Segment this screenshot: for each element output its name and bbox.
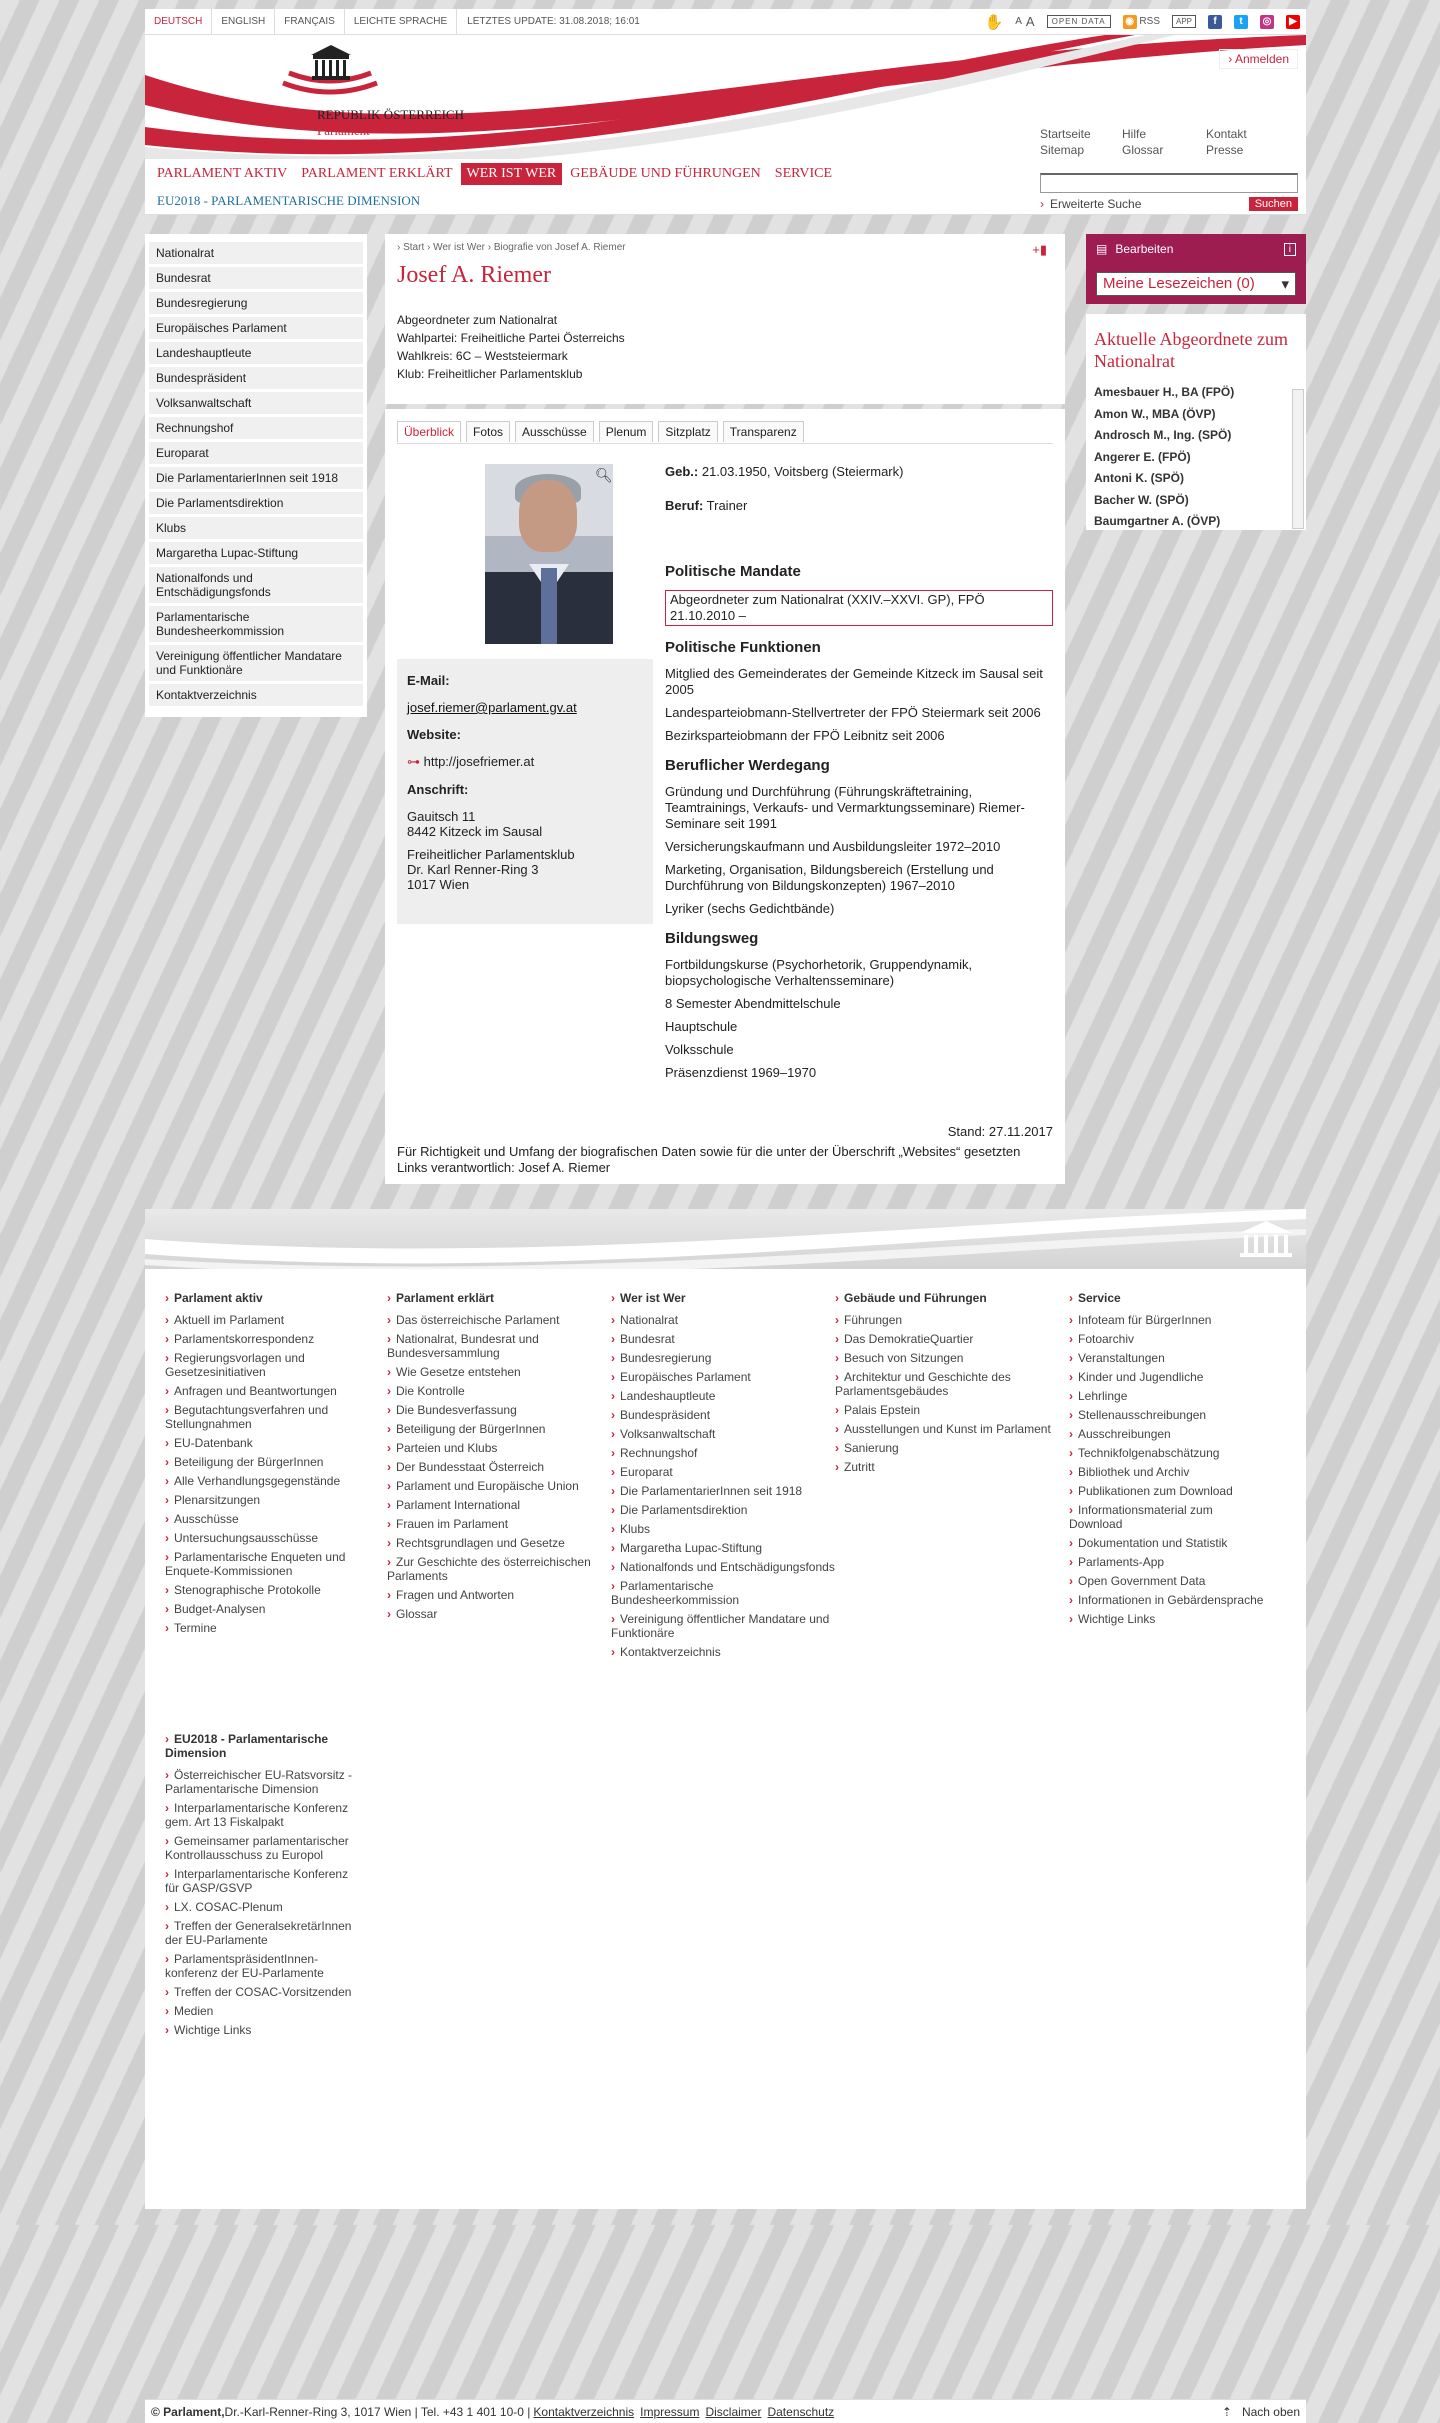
footer-link[interactable]: › Dokumentation und Statistik [1069,1536,1269,1550]
footer-link[interactable]: › Wichtige Links [165,2023,365,2037]
leftnav-item[interactable]: Margaretha Lupac-Stiftung [149,542,363,564]
job-value: Trainer [703,498,748,513]
person-district: Wahlkreis: 6C – Weststeiermark [397,349,568,363]
footer-link[interactable]: › Begutachtungsverfahren und Stellungnahmen [165,1403,387,1431]
info-icon[interactable]: i [1284,243,1296,256]
member-link[interactable]: Antoni K. (SPÖ) [1094,471,1184,485]
leftnav-item[interactable]: Europäisches Parlament [149,317,363,339]
footer-link[interactable]: › Kontaktverzeichnis [611,1645,835,1659]
footer-link[interactable]: › Informationen in Gebärdensprache [1069,1593,1269,1607]
last-update: LETZTES UPDATE: 31.08.2018; 16:01 [467,16,640,27]
lang-francais[interactable]: FRANÇAIS [275,9,345,35]
address-line: Gauitsch 11 [407,809,476,824]
footer-link[interactable]: › Fragen und Antworten [387,1588,611,1602]
footer-link[interactable]: › Der Bundesstaat Österreich [387,1460,611,1474]
current-members-title: Aktuelle Abgeordnete zum Nationalrat [1094,329,1288,371]
nav-parlament-aktiv[interactable]: PARLAMENT AKTIV [157,166,288,181]
twitter-icon[interactable]: t [1234,15,1248,29]
heading-funktionen: Politische Funktionen [665,639,821,656]
footer-link[interactable]: › Die Bundesverfassung [387,1403,611,1417]
leftnav-item[interactable]: Landeshauptleute [149,342,363,364]
footer-link[interactable]: › Anfragen und Beantwortungen [165,1384,387,1398]
beruf-item: Lyriker (sechs Gedichtbände) [665,901,835,916]
footer-address: Dr.-Karl-Renner-Ring 3, 1017 Wien | Tel. +43 1 401 10-0 | [224,2404,531,2419]
footer-link[interactable]: › Europäisches Parlament [611,1370,835,1384]
stand-date: Stand: 27.11.2017 [947,1124,1053,1139]
footer-link[interactable]: › Ausschreibungen [1069,1427,1269,1441]
tab-transparenz[interactable]: Transparenz [723,421,804,442]
tab-bar [397,421,1053,444]
person-club: Klub: Freiheitlicher Parlamentsklub [397,367,583,381]
edit-icon: ▤ [1096,242,1108,256]
funktion-item: Landesparteiobmann-Stellvertreter der FPÖ Steiermark seit 2006 [665,705,1041,720]
footer-link[interactable]: › Frauen im Parlament [387,1517,611,1531]
search-button[interactable]: Suchen [1249,197,1298,211]
footer-link[interactable]: › Informationsmaterial zum Download [1069,1503,1269,1531]
footer-link-disclaimer[interactable]: Disclaimer [705,2404,762,2419]
header [145,35,1306,159]
tab-plenum[interactable]: Plenum [599,421,654,442]
member-link[interactable]: Amesbauer H., BA (FPÖ) [1094,385,1235,399]
born-label: Geb.: [665,464,699,479]
footer-link[interactable]: › LX. COSAC-Plenum [165,1900,365,1914]
leftnav-item[interactable]: Parlamentarische Bundesheerkommission [149,606,363,642]
chevron-right-icon: › [1040,197,1044,211]
footer-link[interactable]: › Klubs [611,1522,835,1536]
member-link[interactable]: Amon W., MBA (ÖVP) [1094,406,1216,421]
bookmarks-value: Meine Lesezeichen (0) [1103,275,1255,292]
footer-link[interactable]: › Bundesregierung [611,1351,835,1365]
leftnav-item[interactable]: Bundesrat [149,267,363,289]
contact-box [397,659,653,924]
footer-link[interactable]: › Palais Epstein [835,1403,1069,1417]
website-link[interactable]: http://josefriemer.at [423,754,535,769]
footer-link-impressum[interactable]: Impressum [640,2404,700,2419]
leftnav-item[interactable]: Nationalrat [149,242,363,264]
footer-link[interactable]: › Ausschüsse [165,1512,387,1526]
footer-link[interactable]: › Das österreichische Parlament [387,1313,611,1327]
footer-link[interactable]: › Rechtsgrundlagen und Gesetze [387,1536,611,1550]
util-kontakt[interactable]: Kontakt [1206,127,1247,141]
footer-link[interactable]: › Infoteam für BürgerInnen [1069,1313,1269,1327]
biography-details [665,464,1053,1088]
footer-link[interactable]: › Technikfolgenabschätzung [1069,1446,1269,1460]
footer-column [387,1291,611,1664]
job-label: Beruf: [665,498,704,513]
responsibility-note: Für Richtigkeit und Umfang der biografischen Daten sowie für die unter der Überschrift „Websites“ gesetzten Links verantwortlich: Josef A. Riemer [397,1144,1021,1175]
parliament-building-icon [275,45,385,105]
footer-link[interactable]: › Parlamentarische Bundesheerkommission [611,1579,835,1607]
bildung-item: Volksschule [665,1042,734,1057]
left-sidebar [145,234,367,717]
footer-column [611,1291,835,1664]
portrait-photo[interactable] [485,464,613,644]
leftnav-item[interactable]: Klubs [149,517,363,539]
beruf-item: Marketing, Organisation, Bildungsbereich (Erstellung und Durchführung von Bildungskonzepten) 1967–2010 [665,862,994,893]
address-line: Freiheitlicher Parlamentsklub [407,847,575,862]
footer-bar [145,2399,1306,2423]
breadcrumb[interactable]: › Start › Wer ist Wer › Biografie von Josef A. Riemer [397,242,626,253]
footer-heading[interactable]: › Gebäude und Führungen [835,1291,1069,1305]
logo-line2: Parlament [317,123,370,138]
advanced-search-link[interactable]: Erweiterte Suche [1050,197,1142,211]
members-scrollbar[interactable] [1292,389,1304,529]
heading-bildung: Bildungsweg [665,930,759,947]
page [145,9,1306,2419]
copyright: © Parlament, [151,2404,225,2419]
util-glossar[interactable]: Glossar [1122,143,1164,157]
footer-link[interactable]: › Aktuell im Parlament [165,1313,387,1327]
footer-link[interactable]: › Parlament und Europäische Union [387,1479,611,1493]
footer-band [145,1209,1306,1269]
footer-link[interactable]: › Bundespräsident [611,1408,835,1422]
rss-label: RSS [1139,15,1160,27]
member-link[interactable]: Angerer E. (FPÖ) [1094,449,1191,464]
footer-column [1069,1291,1269,1664]
leftnav-item[interactable]: Volksanwaltschaft [149,392,363,414]
footer-column [835,1291,1069,1664]
footer-link[interactable]: › Interparlamentarische Konferenz gem. Art 13 Fiskalpakt [165,1801,365,1829]
footer-link[interactable]: › Glossar [387,1607,611,1621]
bildung-item: Fortbildungskurse (Psychorhetorik, Gruppendynamik, biopsychologische Verhaltensseminare) [665,957,973,988]
bildung-item: Präsenzdienst 1969–1970 [665,1065,817,1080]
footer-link[interactable]: › Regierungsvorlagen und Gesetzesinitiativen [165,1351,387,1379]
leftnav-item[interactable]: Rechnungshof [149,417,363,439]
util-sitemap[interactable]: Sitemap [1040,143,1085,157]
search-area [1040,173,1298,211]
logo-line1: REPUBLIK ÖSTERREICH [317,107,464,122]
leftnav-item[interactable]: Die Parlamentsdirektion [149,492,363,514]
heading-mandate: Politische Mandate [665,563,801,580]
footer-link[interactable]: › Die Kontrolle [387,1384,611,1398]
bookmarks-select[interactable] [1096,272,1296,296]
footer-link[interactable]: › Kinder und Jugendliche [1069,1370,1269,1384]
funktion-item: Bezirksparteiobmann der FPÖ Leibnitz seit 2006 [665,728,945,743]
email-label: E-Mail: [407,673,450,688]
footer-link[interactable]: › Sanierung [835,1441,1069,1455]
tab-sitzplatz[interactable]: Sitzplatz [658,421,717,442]
address-line: 8442 Kitzeck im Sausal [407,824,543,839]
leftnav-item[interactable]: Kontaktverzeichnis [149,684,363,706]
main-content [385,409,1065,1184]
footer-link[interactable]: › Open Government Data [1069,1574,1269,1588]
person-role: Abgeordneter zum Nationalrat [397,313,558,327]
footer-link[interactable]: › Die ParlamentarierInnen seit 1918 [611,1484,835,1498]
nav-eu2018[interactable]: EU2018 - PARLAMENTARISCHE DIMENSION [157,193,421,208]
footer-link[interactable]: › Parlaments-App [1069,1555,1269,1569]
footer-link[interactable]: › Parteien und Klubs [387,1441,611,1455]
rss-link[interactable] [1123,15,1160,29]
footer-link[interactable]: › Bundesrat [611,1332,835,1346]
footer-eu-column [165,1732,365,2042]
font-small-button[interactable]: A [1015,16,1022,27]
back-to-top[interactable] [1222,2405,1300,2419]
person-party: Wahlpartei: Freiheitliche Partei Österreichs [397,331,625,345]
tab-ausschuesse[interactable]: Ausschüsse [515,421,594,442]
website-label: Website: [407,727,461,742]
born-value: 21.03.1950, Voitsberg (Steiermark) [698,464,904,479]
parliament-logo[interactable] [275,45,464,138]
footer-link[interactable]: › Zur Geschichte des österreichischen Parlaments [387,1555,611,1583]
facebook-icon[interactable]: f [1208,15,1222,29]
footer-link[interactable]: › Lehrlinge [1069,1389,1269,1403]
open-data-button[interactable]: OPEN DATA [1047,15,1111,28]
footer-link[interactable]: › Österreichischer EU-Ratsvorsitz - Parlamentarische Dimension [165,1768,365,1796]
footer-link[interactable]: › Ausstellungen und Kunst im Parlament [835,1422,1069,1436]
footer-link[interactable]: › Gemeinsamer parlamentarischer Kontrollausschuss zu Europol [165,1834,365,1862]
member-link[interactable]: Androsch M., Ing. (SPÖ) [1094,428,1232,442]
bildung-item: 8 Semester Abendmittelschule [665,996,841,1011]
footer-link[interactable]: › Alle Verhandlungsgegenstände [165,1474,387,1488]
footer-columns [165,1291,1269,1664]
footer-link[interactable]: › Beteiligung der BürgerInnen [165,1455,387,1469]
footer-link[interactable]: › Treffen der GeneralsekretärInnen der EU-Parlamente [165,1919,365,1947]
footer-link[interactable]: › Treffen der COSAC-Vorsitzenden [165,1985,365,1999]
footer [145,1209,1306,2419]
footer-link[interactable]: › Europarat [611,1465,835,1479]
arrow-up-icon: ⇡ [1221,2404,1232,2419]
footer-heading[interactable]: › Parlament erklärt [387,1291,611,1305]
footer-link[interactable]: › Bibliothek und Archiv [1069,1465,1269,1479]
footer-link-kontakt[interactable]: Kontaktverzeichnis [533,2404,635,2419]
nav-wer-ist-wer[interactable]: WER IST WER [461,163,563,185]
footer-link[interactable]: › Fotoarchiv [1069,1332,1269,1346]
footer-link[interactable]: › Publikationen zum Download [1069,1484,1269,1498]
login-button[interactable]: › Anmelden [1219,49,1298,69]
current-members-box [1086,314,1306,530]
page-title: Josef A. Riemer [397,262,551,288]
external-link-icon: ⊶ [407,754,420,769]
member-link[interactable]: Bacher W. (SPÖ) [1094,492,1189,507]
footer-link[interactable]: › Wie Gesetze entstehen [387,1365,611,1379]
footer-link[interactable]: › EU-Datenbank [165,1436,387,1450]
mandate-item: Abgeordneter zum Nationalrat (XXIV.–XXVI. GP), FPÖ 21.10.2010 – [665,590,1053,626]
footer-link[interactable]: › Parlament International [387,1498,611,1512]
footer-link[interactable]: › Führungen [835,1313,1069,1327]
leftnav-item[interactable]: Bundesregierung [149,292,363,314]
nav-service[interactable]: SERVICE [774,166,833,181]
beruf-item: Gründung und Durchführung (Führungskräftetraining, Teamtrainings, Verkaufs- und Vermarktungsseminare) Riemer-Seminare seit 1991 [665,784,1025,831]
footer-link[interactable]: › Margaretha Lupac-Stiftung [611,1541,835,1555]
footer-link[interactable]: › Untersuchungsausschüsse [165,1531,387,1545]
leftnav-item[interactable]: Vereinigung öffentlicher Mandatare und Funktionäre [149,645,363,681]
footer-link[interactable]: › ParlamentspräsidentInnen-konferenz der EU-Parlamente [165,1952,365,1980]
beruf-item: Versicherungskaufmann und Ausbildungsleiter 1972–2010 [665,839,1001,854]
address-line: Dr. Karl Renner-Ring 3 [407,862,539,877]
footer-link[interactable]: › Vereinigung öffentlicher Mandatare und Funktionäre [611,1612,835,1640]
dropdown-icon: ▾ [1281,276,1289,293]
leftnav-item[interactable]: Die ParlamentarierInnen seit 1918 [149,467,363,489]
member-link[interactable]: Baumgartner A. (ÖVP) [1094,514,1221,528]
address-line: 1017 Wien [407,877,470,892]
leftnav-item[interactable]: Europarat [149,442,363,464]
lang-english[interactable]: ENGLISH [212,9,275,35]
email-link[interactable]: josef.riemer@parlament.gv.at [407,700,577,715]
footer-link[interactable]: › Landeshauptleute [611,1389,835,1403]
bookmark-add-icon[interactable]: +▮ [1032,242,1047,257]
back-to-top-label: Nach oben [1241,2404,1300,2419]
tab-ueberblick[interactable]: Überblick [397,421,461,442]
utility-links [1040,127,1290,157]
footer-link[interactable]: › Besuch von Sitzungen [835,1351,1069,1365]
heading-beruf: Beruflicher Werdegang [665,757,830,774]
funktion-item: Mitglied des Gemeinderates der Gemeinde Kitzeck im Sausal seit 2005 [665,666,1043,697]
footer-link[interactable]: › Architektur und Geschichte des Parlamentsgebäudes [835,1370,1069,1398]
person-header [385,234,1065,404]
footer-link[interactable]: › Medien [165,2004,365,2018]
sign-language-icon[interactable]: ✋ [984,13,1004,31]
footer-link[interactable]: › Nationalfonds und Entschädigungsfonds [611,1560,835,1574]
footer-heading[interactable]: › Service [1069,1291,1269,1305]
font-large-button[interactable]: A [1025,14,1035,29]
footer-heading[interactable]: › Wer ist Wer [611,1291,835,1305]
footer-link[interactable]: › Termine [165,1621,387,1635]
main-nav [145,159,1306,215]
footer-link[interactable]: › Rechnungshof [611,1446,835,1460]
footer-link[interactable]: › Volksanwaltschaft [611,1427,835,1441]
rss-icon: ◉ [1123,15,1137,29]
footer-link[interactable]: › Zutritt [835,1460,1069,1474]
footer-column [165,1291,387,1664]
edit-label[interactable]: Bearbeiten [1115,242,1174,256]
footer-link[interactable]: › Stenographische Protokolle [165,1583,387,1597]
util-hilfe[interactable]: Hilfe [1122,127,1147,141]
footer-link[interactable]: › Parlamentskorrespondenz [165,1332,387,1346]
instagram-icon[interactable]: ◎ [1260,15,1274,29]
footer-link[interactable]: › Das DemokratieQuartier [835,1332,1069,1346]
bildung-item: Hauptschule [665,1019,738,1034]
nav-parlament-erklaert[interactable]: PARLAMENT ERKLÄRT [301,166,453,181]
youtube-icon[interactable]: ▶ [1286,15,1300,29]
app-button[interactable]: APP [1172,15,1196,28]
footer-link[interactable]: › Veranstaltungen [1069,1351,1269,1365]
login-label: Anmelden [1234,52,1289,66]
footer-link[interactable]: › Die Parlamentsdirektion [611,1503,835,1517]
footer-heading[interactable]: › EU2018 - Parlamentarische Dimension [165,1732,365,1760]
footer-link[interactable]: › Nationalrat [611,1313,835,1327]
footer-link[interactable]: › Budget-Analysen [165,1602,387,1616]
footer-link[interactable]: › Plenarsitzungen [165,1493,387,1507]
footer-link-datenschutz[interactable]: Datenschutz [767,2404,835,2419]
footer-swoosh [145,1209,1306,1269]
lang-deutsch[interactable]: DEUTSCH [145,9,212,35]
footer-link[interactable]: › Beteiligung der BürgerInnen [387,1422,611,1436]
lang-leichte-sprache[interactable]: LEICHTE SPRACHE [345,9,457,35]
search-input[interactable] [1040,173,1298,193]
util-startseite[interactable]: Startseite [1040,127,1091,141]
footer-heading[interactable]: › Parlament aktiv [165,1291,387,1305]
tab-fotos[interactable]: Fotos [466,421,510,442]
footer-link[interactable]: › Wichtige Links [1069,1612,1269,1626]
footer-link[interactable]: › Stellenausschreibungen [1069,1408,1269,1422]
edit-box [1086,234,1306,304]
top-bar [145,9,1306,35]
leftnav-item[interactable]: Bundespräsident [149,367,363,389]
util-presse[interactable]: Presse [1206,143,1244,157]
zoom-icon[interactable]: 🔍︎ [595,467,613,483]
address-label: Anschrift: [407,782,469,797]
nav-gebaeude[interactable]: GEBÄUDE UND FÜHRUNGEN [570,166,761,181]
footer-link[interactable]: › Parlamentarische Enqueten und Enquete-Kommissionen [165,1550,387,1578]
footer-link[interactable]: › Nationalrat, Bundesrat und Bundesversammlung [387,1332,611,1360]
footer-link[interactable]: › Interparlamentarische Konferenz für GASP/GSVP [165,1867,365,1895]
leftnav-item[interactable]: Nationalfonds und Entschädigungsfonds [149,567,363,603]
